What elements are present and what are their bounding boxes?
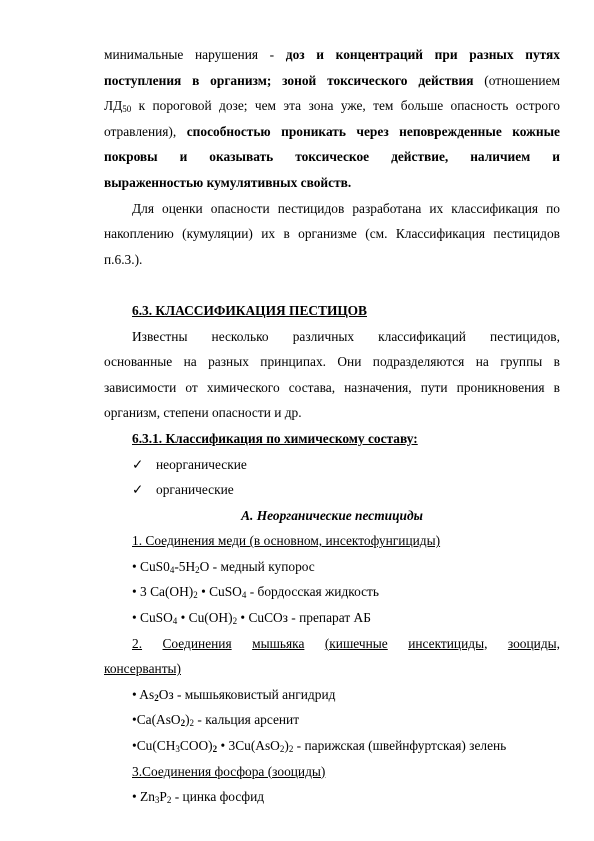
text-run: • CuSO — [197, 584, 242, 600]
subscript: 4 — [241, 590, 247, 601]
subsection-heading: 6.3.1. Классификация по химическому составу: — [132, 430, 418, 446]
text-run: ) — [284, 738, 289, 754]
text-line — [104, 144, 560, 170]
text-line: основанные на разных принципах. Они подразделяются на группы в — [104, 354, 560, 370]
word: 2. — [132, 635, 143, 651]
formula-item — [104, 579, 560, 605]
subscript: 3 — [175, 744, 180, 755]
subscript: 2 — [195, 564, 200, 575]
subscript: 3 — [154, 795, 160, 806]
word: наличием — [470, 149, 531, 165]
word: инсектициды, — [408, 635, 488, 651]
subscript: 4 — [172, 616, 178, 627]
word: токсическое — [295, 149, 370, 165]
text-run: - бордосская жидкость — [246, 584, 380, 600]
text-line — [104, 68, 560, 94]
text-line: организм, степени опасности и др. — [104, 405, 302, 421]
text-run: -5H — [174, 558, 196, 574]
subscript: 4 — [169, 564, 175, 575]
subscript: 50 — [122, 104, 132, 115]
word: несколько — [211, 328, 269, 344]
text-run: • Zn — [132, 789, 155, 805]
subscript: 2 — [193, 590, 198, 601]
group-title: 1. Соединения меди (в основном, инсектофунгициды) — [132, 533, 441, 549]
document-body — [104, 42, 560, 810]
text-line: п.6.3.). — [104, 251, 143, 267]
text-run: •Cu(CH — [132, 738, 176, 754]
formula-item — [104, 682, 560, 708]
word: действие, — [391, 149, 449, 165]
text-run: P — [159, 789, 167, 805]
word: мышьяка — [252, 635, 305, 651]
word: классификаций — [378, 328, 466, 344]
text-run: • CuSO — [132, 610, 173, 626]
subscript: 2 — [189, 718, 195, 729]
text-run: ЛД — [104, 98, 123, 114]
subscript: 2 — [180, 718, 186, 729]
text-run: - цинка фосфид — [171, 789, 265, 805]
section-heading: 6.3. КЛАССИФИКАЦИЯ ПЕСТИЦОВ — [132, 302, 367, 318]
subscript: 2 — [166, 795, 172, 806]
word: различных — [292, 328, 355, 344]
text-run: •Ca(AsO — [132, 712, 181, 728]
group-title — [104, 631, 560, 657]
checkmark-icon: ✓ — [132, 456, 144, 472]
text-run: Oз - мышьяковистый ангидрид — [158, 686, 336, 702]
word: (кишечные — [324, 635, 388, 651]
text-line: выраженностью кумулятивных свойств. — [104, 174, 352, 190]
subscript: 2 — [288, 744, 294, 755]
word: пестицидов, — [490, 328, 560, 344]
word: зооциды, — [507, 635, 560, 651]
checklist-item — [104, 477, 560, 503]
formula-item — [104, 605, 560, 631]
word: и — [179, 149, 188, 165]
text-run: • Cu(OH) — [177, 610, 233, 626]
formula-item — [104, 733, 560, 759]
checklist-item — [104, 452, 560, 478]
group-title-continued: консерванты) — [104, 661, 181, 677]
subscript: 2 — [279, 744, 285, 755]
text-run: • As — [132, 686, 155, 702]
text-line: зависимости от химического состава, назначения, пути проникновения в — [104, 379, 560, 395]
text-line: накоплению (кумуляции) их в организме (см. Классификация пестицидов — [104, 226, 560, 242]
text-line — [104, 324, 560, 350]
text-run: • CuCOз - препарат АБ — [237, 610, 371, 626]
text-run: • 3 Ca(OH) — [132, 584, 194, 600]
subscript: 2 — [212, 744, 218, 755]
text-line: Для оценки опасности пестицидов разработана их классификация по — [132, 200, 560, 216]
text-run: отравления), — [104, 123, 187, 139]
text-run: к пороговой дозе; чем эта зона уже, тем больше опасность острого — [131, 98, 560, 114]
blank-line — [104, 272, 560, 298]
checklist-label: органические — [156, 482, 234, 498]
checkmark-icon: ✓ — [132, 482, 144, 498]
word: и — [552, 149, 560, 165]
text-run: (отношением — [473, 72, 560, 88]
bold-run: способностью проникать через неповрежденные кожные — [186, 123, 560, 139]
group-title: 3.Соединения фосфора (зооциды) — [132, 763, 326, 779]
section-a-title: А. Неорганические пестициды — [241, 507, 423, 523]
subscript: 2 — [154, 692, 159, 703]
text-run: - кальция арсенит — [194, 712, 300, 728]
text-run: • CuS0 — [132, 558, 170, 574]
text-run: • 3Cu(AsO — [217, 738, 280, 754]
formula-item — [104, 707, 560, 733]
text-line — [104, 93, 560, 119]
text-line — [104, 42, 560, 68]
text-run: минимальные нарушения - — [104, 47, 286, 62]
word: оказывать — [209, 149, 274, 165]
text-run: - парижская (швейнфуртская) зелень — [293, 738, 507, 754]
subscript: 2 — [232, 616, 238, 627]
word: покровы — [104, 149, 158, 165]
formula-item — [104, 554, 560, 580]
checklist-label: неорганические — [156, 456, 247, 472]
text-run: ) — [185, 712, 190, 728]
bold-run: доз и концентраций при разных путях — [285, 47, 560, 62]
text-run: O - медный купорос — [199, 558, 315, 574]
text-run: COO) — [179, 738, 213, 754]
text-line — [104, 119, 560, 145]
word: Соединения — [162, 635, 232, 651]
word: Известны — [132, 328, 188, 344]
formula-item — [104, 784, 560, 810]
bold-run: поступления в организм; зоной токсического действия — [104, 72, 474, 88]
